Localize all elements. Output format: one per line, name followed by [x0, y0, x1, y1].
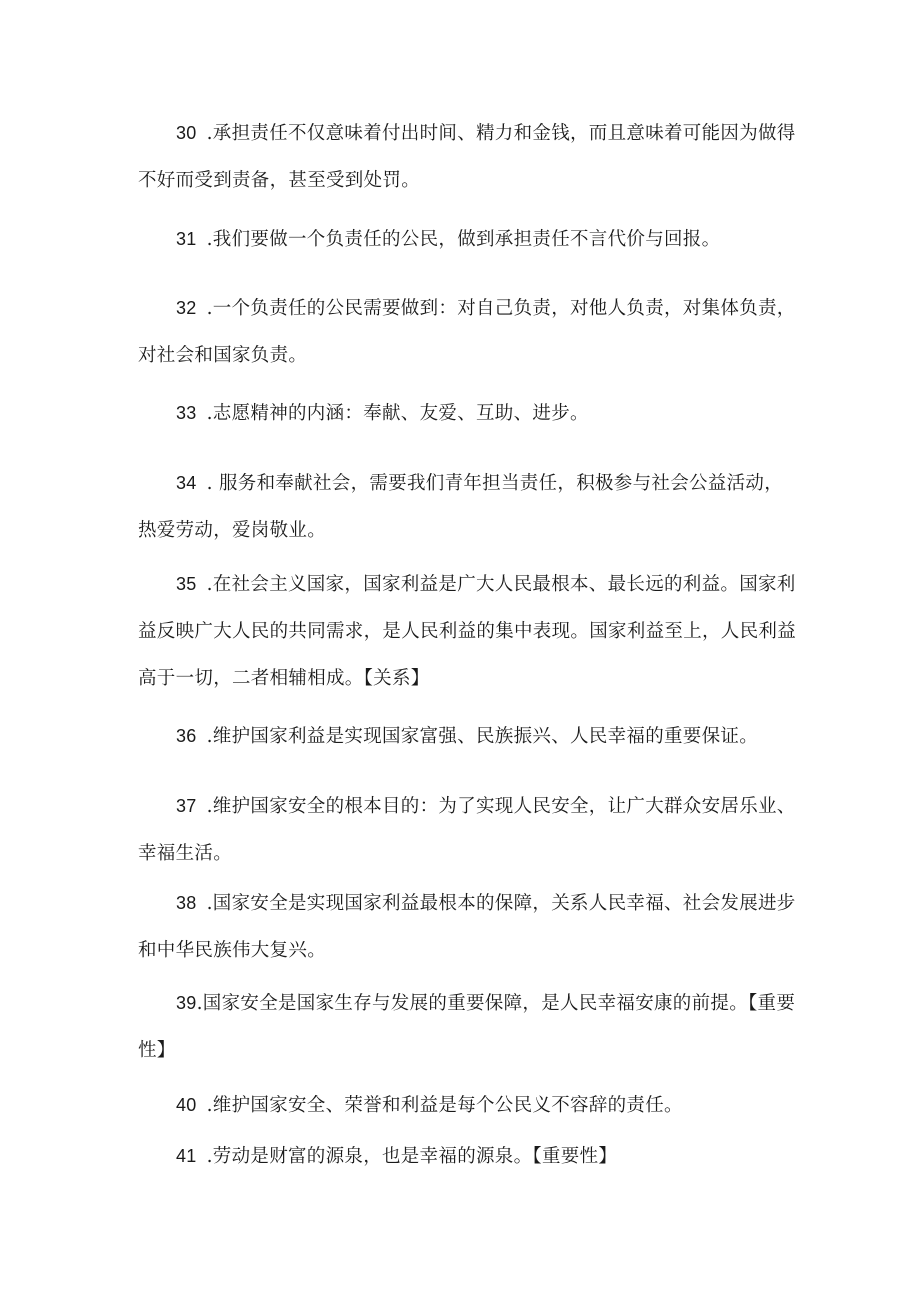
item-text: .在社会主义国家，国家利益是广大人民最根本、最长远的利益。国家利益反映广大人民的共同需求，是人民利益的集中表现。国家利益至上，人民利益高于一切，二者相辅相成。【关系】 [138, 574, 797, 689]
item-number: 41 [176, 1146, 197, 1166]
item-number: 32 [176, 298, 197, 318]
item-text: .承担责任不仅意味着付出时间、精力和金钱，而且意味着可能因为做得不好而受到责备，甚至受到处罚。 [138, 123, 796, 191]
item-number: 30 [176, 123, 197, 143]
item-number: 31 [176, 229, 197, 249]
item-number: 35 [176, 574, 197, 594]
item-text: .维护国家安全、荣誉和利益是每个公民义不容辞的责任。 [206, 1095, 683, 1116]
item-text: .一个负责任的公民需要做到：对自己负责，对他人负责，对集体负责，对社会和国家负责。 [138, 298, 796, 366]
list-item [138, 713, 798, 760]
list-item [138, 460, 798, 554]
item-text: .维护国家安全的根本目的：为了实现人民安全，让广大群众安居乐业、幸福生活。 [138, 796, 796, 864]
item-text: .劳动是财富的源泉，也是幸福的源泉。【重要性】 [206, 1146, 618, 1167]
list-item [138, 390, 798, 437]
item-number: 33 [176, 403, 197, 423]
item-number: 37 [176, 796, 197, 816]
list-item [138, 216, 798, 263]
list-item [138, 1082, 798, 1129]
item-text: .国家安全是国家生存与发展的重要保障，是人民幸福安康的前提。【重要性】 [138, 993, 796, 1061]
list-item [138, 1133, 798, 1180]
list-item [138, 880, 798, 974]
item-text: .国家安全是实现国家利益最根本的保障，关系人民幸福、社会发展进步和中华民族伟大复兴。 [138, 893, 796, 961]
list-item [138, 285, 798, 379]
item-number: 38 [176, 893, 197, 913]
list-item [138, 561, 798, 702]
list-item [138, 783, 798, 877]
item-text: .志愿精神的内涵：奉献、友爱、互助、进步。 [206, 403, 589, 424]
item-text: .我们要做一个负责任的公民，做到承担责任不言代价与回报。 [206, 229, 721, 250]
item-number: 36 [176, 726, 197, 746]
item-text: . 服务和奉献社会，需要我们青年担当责任，积极参与社会公益活动，热爱劳动，爱岗敬业。 [138, 473, 783, 541]
item-number: 34 [176, 473, 197, 493]
item-text: .维护国家利益是实现国家富强、民族振兴、人民幸福的重要保证。 [206, 726, 759, 747]
item-number: 40 [176, 1095, 197, 1115]
item-number: 39 [176, 993, 197, 1013]
list-item [138, 110, 798, 204]
list-item [138, 980, 798, 1074]
